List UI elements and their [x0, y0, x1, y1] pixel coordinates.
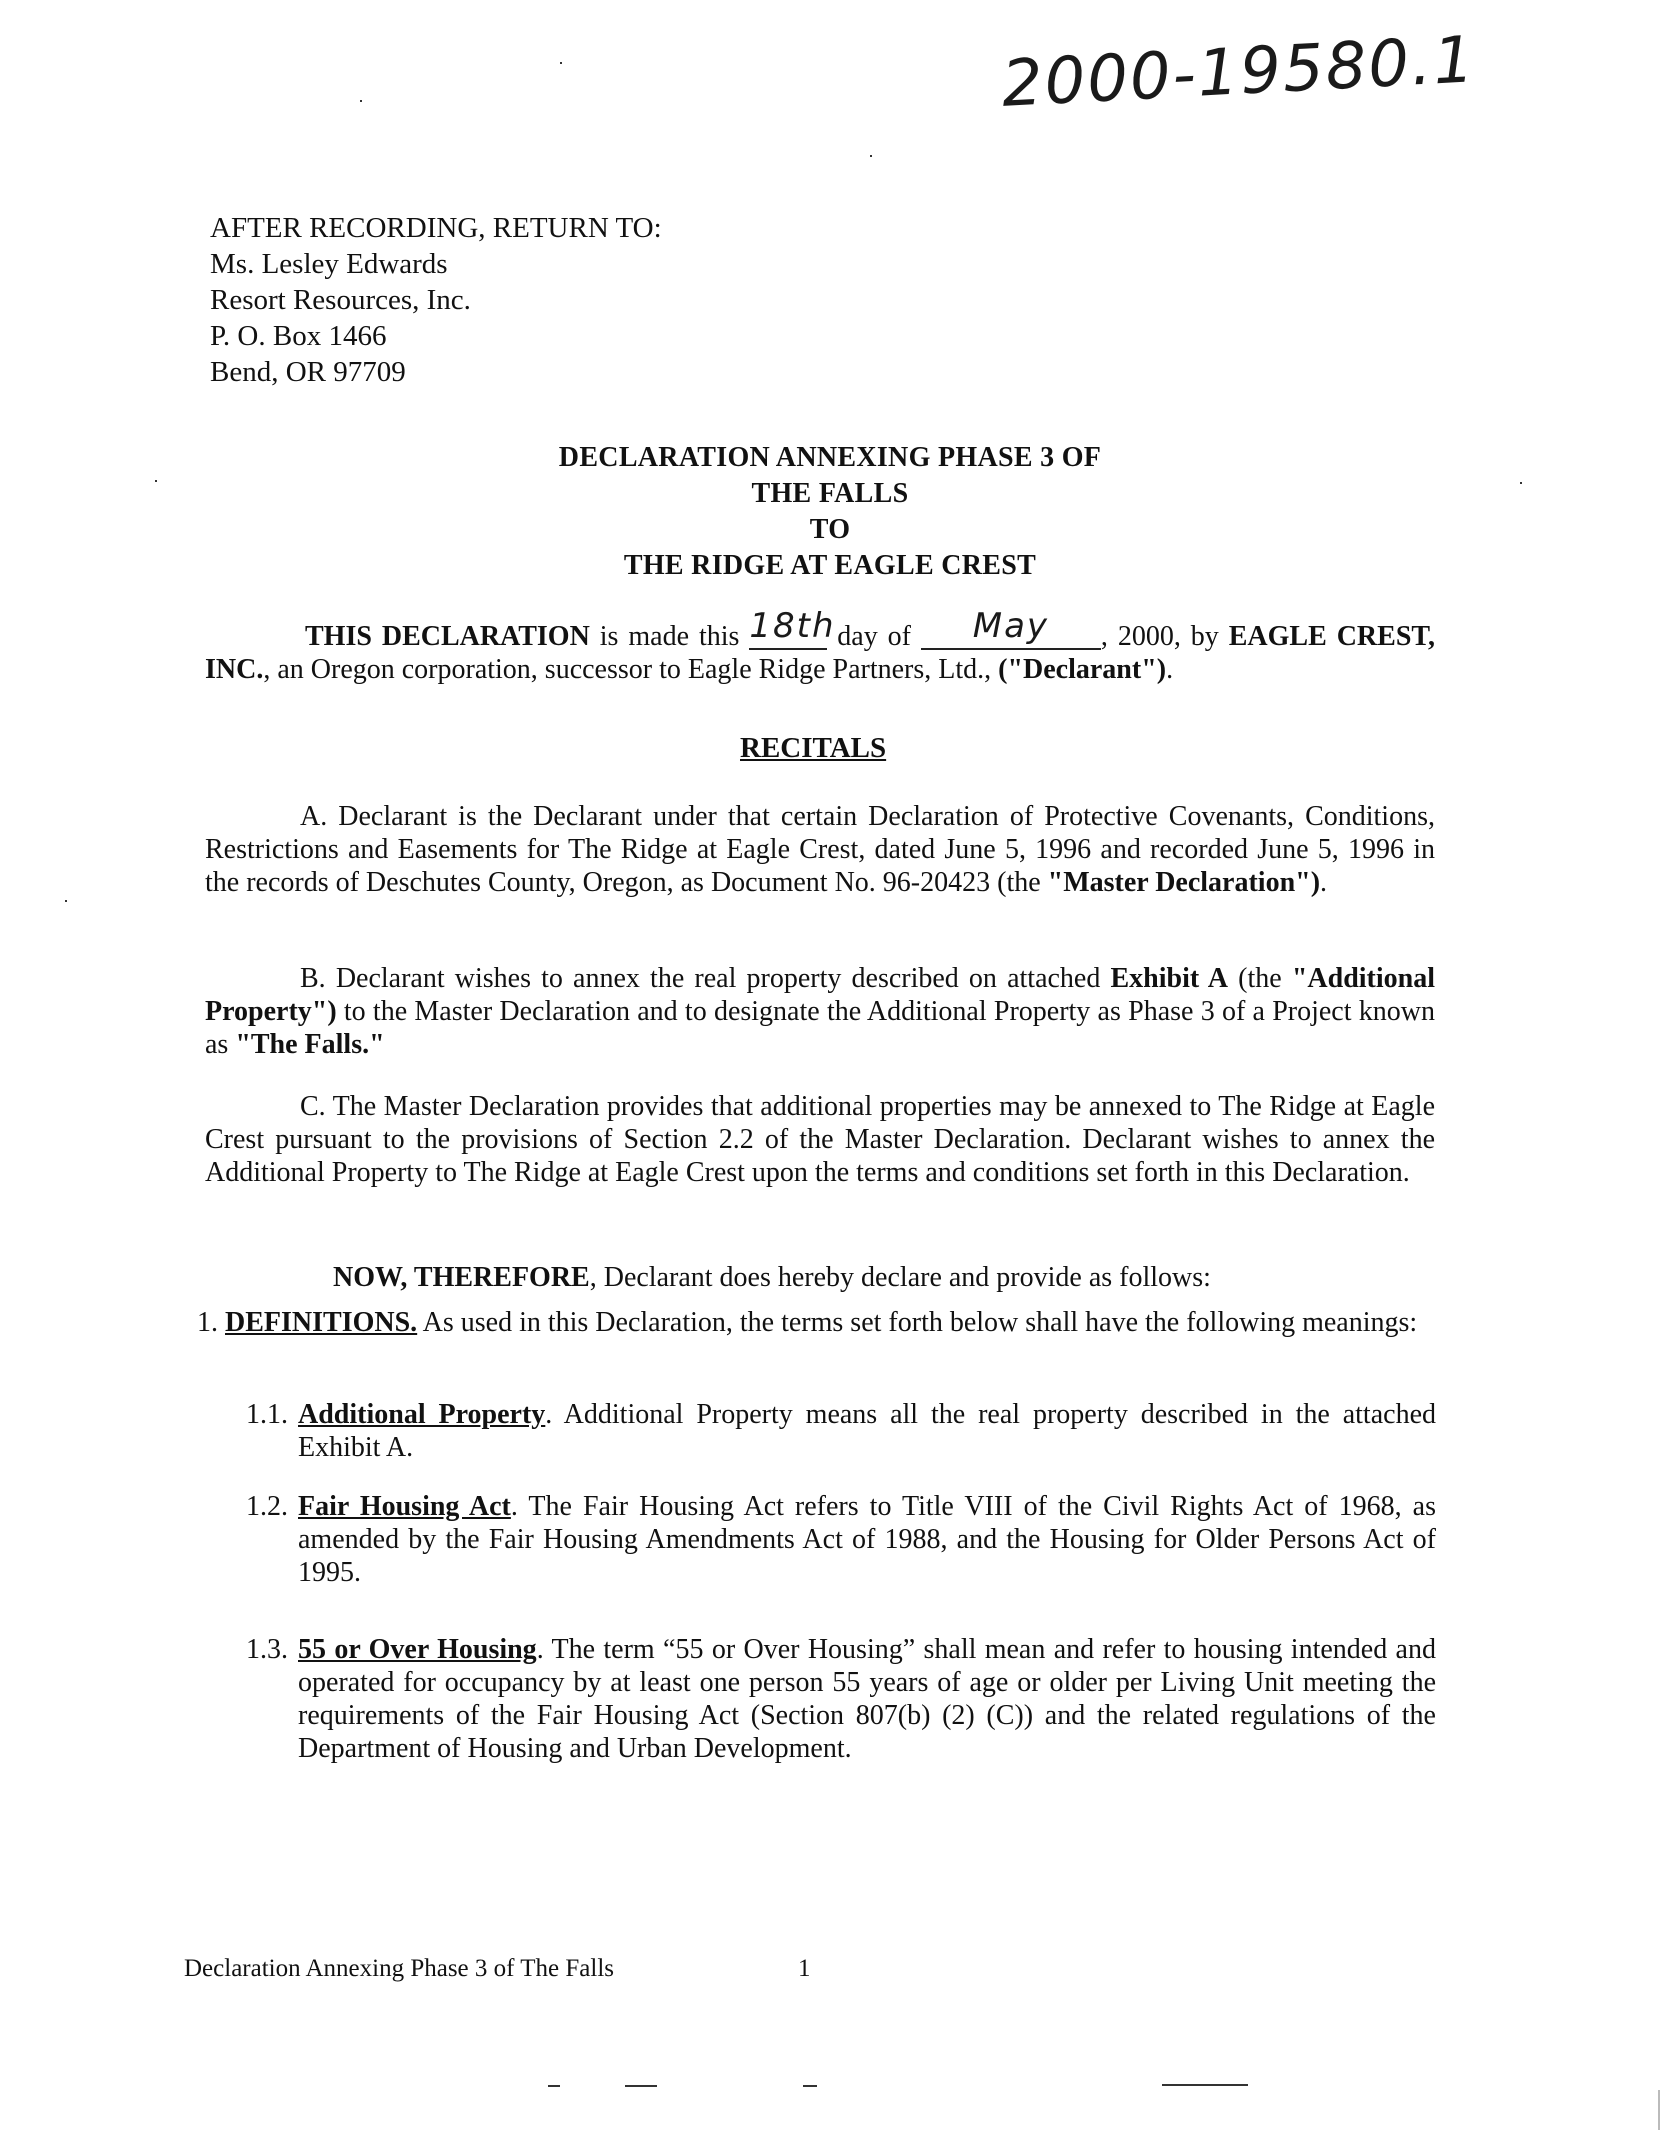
title-line: TO	[809, 514, 851, 545]
intro-text: , 2000, by	[1100, 621, 1229, 652]
definition-text: . The Fair Housing Act refers to Title VIII of the Civil Rights Act of 1968, as amended by the Fair Housing Amendments Act of 1988, and the Housing for Older Persons Act of 1995.	[298, 1491, 1436, 1588]
document-title	[400, 440, 1260, 584]
recital-bold: Exhibit A	[1110, 963, 1229, 994]
recital-text: C. The Master Declaration provides that additional properties may be annexed to The Ridge at Eagle Crest pursuant to the provisions of Section 2.2 of the Master Declaration. Declarant wishes to annex the Additional Property to The Ridge at Eagle Crest upon the terms and conditions set forth in this Declaration.	[205, 1091, 1435, 1188]
scan-speck	[803, 2085, 817, 2087]
return-city: Bend, OR 97709	[210, 356, 406, 388]
definition-text: . Additional Property means all the real property described in the attached Exhibit A.	[298, 1399, 1436, 1463]
scan-speck	[560, 62, 562, 64]
title-line: THE FALLS	[751, 478, 909, 509]
definition-term: Additional Property	[298, 1399, 546, 1430]
recital-c	[205, 1090, 1435, 1189]
return-address-block	[210, 210, 662, 390]
title-line: DECLARATION ANNEXING PHASE 3 OF	[558, 442, 1102, 473]
day-blank	[749, 606, 836, 650]
intro-text: day of	[827, 621, 921, 652]
definition-number: 1.3.	[246, 1634, 288, 1665]
now-therefore-line	[333, 1262, 1211, 1294]
definition-1-3	[246, 1633, 1436, 1765]
now-therefore-text: , Declarant does hereby declare and provide as follows:	[589, 1262, 1211, 1293]
handwritten-file-number: 2000-19580.1	[1000, 23, 1478, 122]
definition-term: Fair Housing Act	[298, 1491, 511, 1522]
return-name: Ms. Lesley Edwards	[210, 248, 448, 280]
section-1-definitions	[197, 1306, 1435, 1339]
footer-title: Declaration Annexing Phase 3 of The Falls	[184, 1955, 615, 1982]
recital-text: to the Master Declaration and to designate the Additional Property as Phase 3 of a Project known as	[205, 996, 1435, 1060]
scan-speck	[1520, 482, 1522, 484]
handwritten-month: May	[972, 606, 1050, 646]
scan-speck	[1162, 2084, 1248, 2086]
scan-speck	[548, 2085, 560, 2087]
party-name: EAGLE CREST, INC.	[205, 621, 1436, 685]
scan-speck	[65, 900, 67, 902]
recital-text: B. Declarant wishes to annex the real property described on attached	[300, 963, 1111, 994]
definition-1-2	[246, 1490, 1436, 1589]
recital-b	[205, 962, 1435, 1061]
definition-number: 1.1.	[246, 1399, 288, 1430]
intro-paragraph	[205, 606, 1436, 686]
recital-bold: "Master Declaration")	[1047, 867, 1321, 898]
definition-number: 1.2.	[246, 1491, 288, 1522]
recital-bold: "The Falls."	[235, 1029, 385, 1060]
scan-edge-mark	[1658, 2090, 1660, 2130]
page-number: 1	[798, 1955, 811, 1982]
scan-speck	[155, 480, 157, 482]
intro-text: , an Oregon corporation, successor to Eagle Ridge Partners, Ltd.,	[263, 654, 999, 685]
recital-text: A. Declarant is the Declarant under that certain Declaration of Protective Covenants, Conditions, Restrictions and Easements for The Ridge at Eagle Crest, dated June 5, 1996 and recorded June 5, 1996 in the records of Deschutes County, Oregon, as Document No. 96-20423 (the	[205, 801, 1435, 898]
definition-1-1	[246, 1398, 1436, 1464]
month-blank	[921, 606, 1101, 650]
return-po-box: P. O. Box 1466	[210, 320, 387, 352]
declarant-term: ("Declarant")	[998, 654, 1167, 685]
recitals-heading: RECITALS	[740, 732, 887, 764]
now-therefore-bold: NOW, THEREFORE	[333, 1262, 590, 1293]
recital-text: .	[1320, 867, 1328, 898]
scan-speck	[870, 155, 872, 157]
recital-bold: "Additional Property")	[205, 963, 1436, 1027]
scan-speck	[360, 100, 362, 102]
section-heading: DEFINITIONS.	[225, 1307, 418, 1338]
intro-text: is made this	[589, 621, 750, 652]
title-line: THE RIDGE AT EAGLE CREST	[623, 550, 1037, 581]
return-line: AFTER RECORDING, RETURN TO:	[210, 212, 662, 244]
definition-term: 55 or Over Housing	[298, 1634, 537, 1665]
intro-lead: THIS DECLARATION	[305, 621, 590, 652]
section-number: 1.	[197, 1307, 218, 1338]
handwritten-day: 18th	[749, 606, 836, 646]
recital-text: (the	[1228, 963, 1292, 994]
section-text: As used in this Declaration, the terms set forth below shall have the following meanings:	[417, 1307, 1418, 1338]
recital-a	[205, 800, 1435, 899]
scan-speck	[625, 2085, 657, 2087]
definition-text: . The term “55 or Over Housing” shall mean and refer to housing intended and operated for occupancy by at least one person 55 years of age or older per Living Unit meeting the requirements of the Fair Housing Act (Section 807(b) (2) (C)) and the related regulations of the Department of Housing and Urban Development.	[298, 1634, 1436, 1764]
return-company: Resort Resources, Inc.	[210, 284, 471, 316]
intro-text: .	[1166, 654, 1174, 685]
